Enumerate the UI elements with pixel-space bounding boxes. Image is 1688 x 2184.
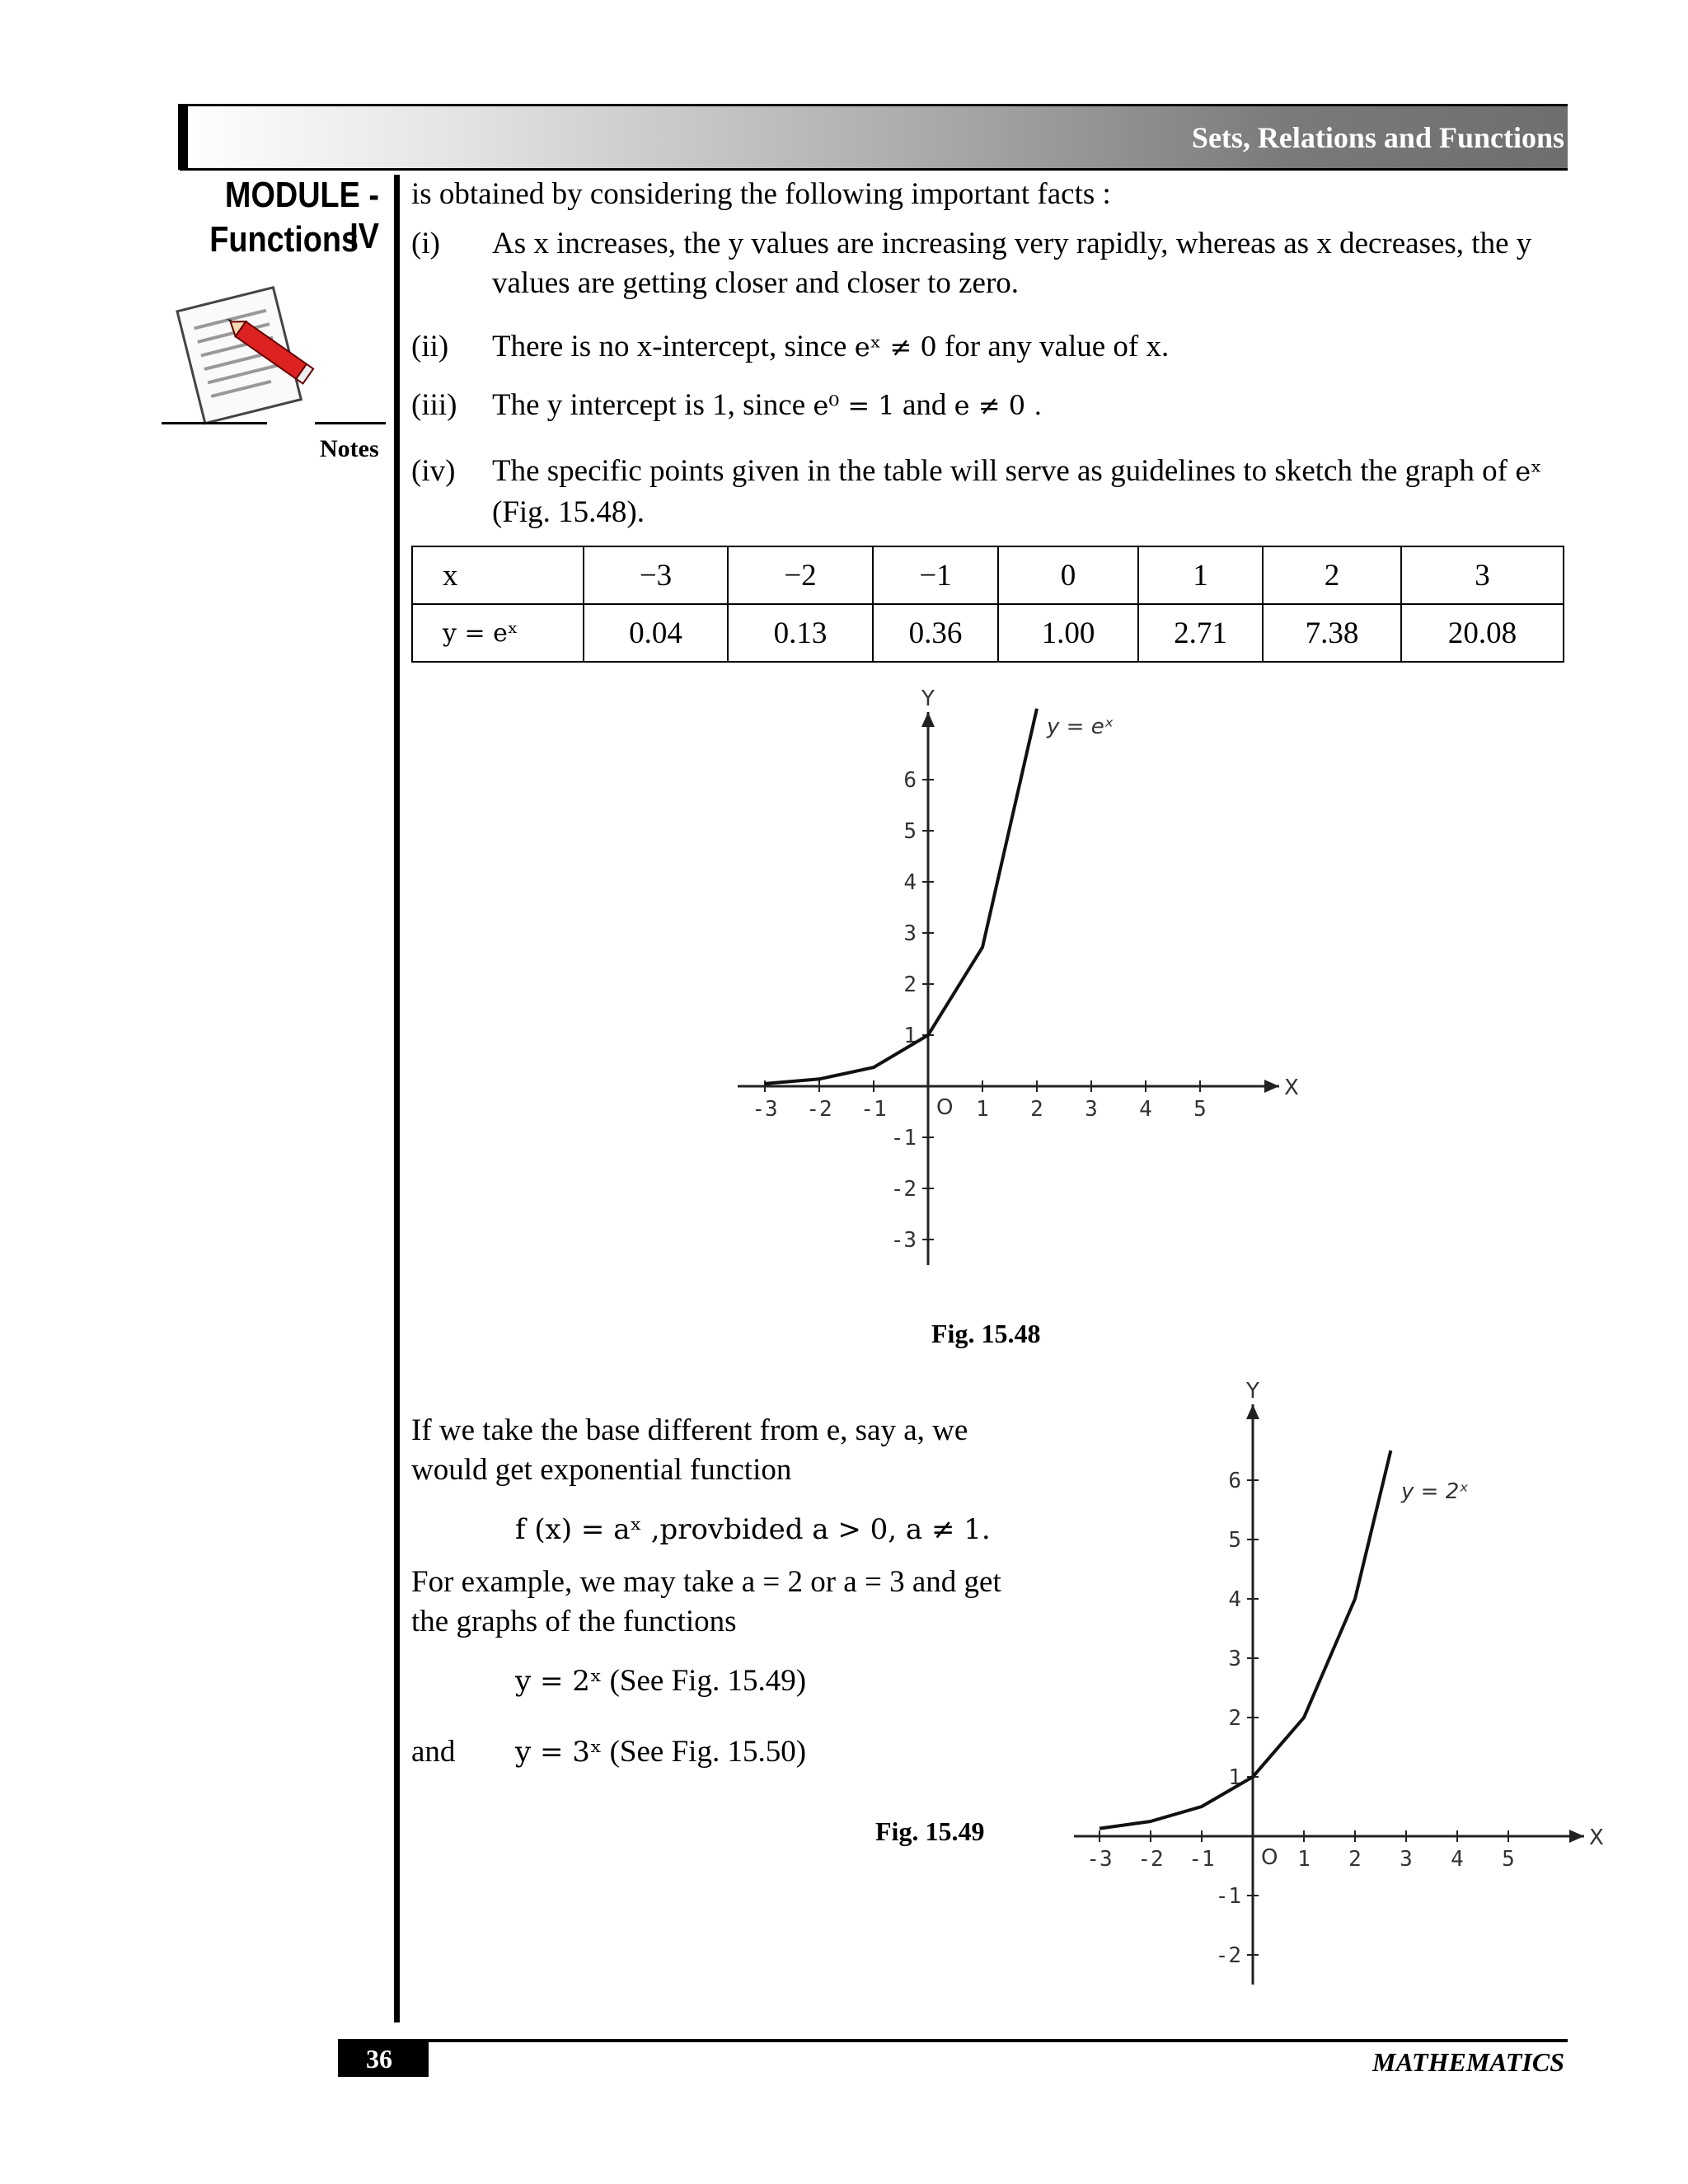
x-tick-label: 3 bbox=[1400, 1847, 1413, 1872]
footer-label: MATHEMATICS bbox=[1372, 2047, 1564, 2077]
notes-rule bbox=[315, 422, 386, 424]
fact-2-text: There is no x-intercept, since eˣ ≠ 0 for any value of x. bbox=[492, 330, 1170, 363]
x-axis-arrow bbox=[1264, 1080, 1279, 1093]
fact-4-line2: (Fig. 15.48). bbox=[492, 495, 645, 529]
x-tick-label: -1 bbox=[1189, 1847, 1215, 1872]
para2-line2: would get exponential function bbox=[411, 1453, 792, 1487]
y-tick-label: -2 bbox=[1215, 1943, 1241, 1968]
y-tick-label: 4 bbox=[903, 870, 917, 895]
y-axis-arrow bbox=[1246, 1404, 1259, 1419]
x-tick-label: 4 bbox=[1139, 1097, 1152, 1122]
y-tick-label: -1 bbox=[890, 1126, 917, 1151]
table-cell: 3 bbox=[1401, 546, 1564, 604]
header-title: Sets, Relations and Functions bbox=[1191, 121, 1564, 154]
curve-series bbox=[765, 709, 1037, 1084]
y-tick-label: -2 bbox=[890, 1177, 917, 1202]
table-cell: 7.38 bbox=[1263, 604, 1401, 662]
fact-2-num: (ii) bbox=[411, 330, 449, 363]
fact-4-math: eˣ bbox=[1515, 456, 1542, 487]
x-tick-label: 1 bbox=[976, 1097, 989, 1122]
table-cell: 2 bbox=[1263, 546, 1401, 604]
y-tick-label: 2 bbox=[903, 972, 917, 997]
x-tick-label: 3 bbox=[1085, 1097, 1098, 1122]
curve-label: y = 2ˣ bbox=[1401, 1479, 1469, 1504]
x-axis-name: X bbox=[1589, 1825, 1604, 1850]
fact-1-line1: As x increases, the y values are increasing very rapidly, whereas as x decreases, the y bbox=[492, 227, 1532, 260]
table-cell: 0 bbox=[998, 546, 1138, 604]
fig-caption-1549: Fig. 15.49 bbox=[875, 1816, 985, 1846]
x-tick-label: -2 bbox=[1137, 1847, 1164, 1872]
y-tick-label: -1 bbox=[1215, 1884, 1241, 1909]
y-tick-label: 2 bbox=[1228, 1706, 1241, 1731]
curve-series bbox=[1100, 1451, 1390, 1829]
y-tick-label: 5 bbox=[1228, 1528, 1241, 1553]
notes-rule bbox=[162, 422, 267, 424]
x-axis-arrow bbox=[1569, 1830, 1584, 1843]
module-title: MODULE - IV bbox=[224, 175, 379, 256]
x-tick-label: 2 bbox=[1030, 1097, 1043, 1122]
para2-line1: If we take the base different from e, say a, we bbox=[411, 1413, 968, 1447]
x-tick-label: 5 bbox=[1502, 1847, 1515, 1872]
table-row-x bbox=[412, 546, 1564, 604]
x-tick-label: -3 bbox=[1086, 1847, 1113, 1872]
y-tick-label: 5 bbox=[903, 819, 917, 844]
fact-3-num: (iii) bbox=[411, 388, 457, 422]
para2-line4: the graphs of the functions bbox=[411, 1605, 737, 1638]
intro-text: is obtained by considering the following important facts : bbox=[411, 177, 1111, 211]
table-row-y bbox=[412, 604, 1564, 662]
table-cell: 0.36 bbox=[873, 604, 998, 662]
y-tick-label: 3 bbox=[1228, 1647, 1241, 1671]
vertical-rule bbox=[394, 175, 400, 2022]
fact-1-line2: values are getting closer and closer to zero. bbox=[492, 266, 1020, 300]
page-number: 36 bbox=[366, 2044, 392, 2074]
footer-rule bbox=[338, 2039, 1568, 2042]
table-cell: 2.71 bbox=[1138, 604, 1263, 662]
y-tick-label: 4 bbox=[1228, 1587, 1241, 1612]
para2-eq1: y = 2ˣ (See Fig. 15.49) bbox=[515, 1664, 807, 1698]
y-axis-name: Y bbox=[1246, 1379, 1259, 1404]
fact-2-math: eˣ ≠ 0 bbox=[854, 331, 937, 363]
fact-3-math1: e⁰ = 1 bbox=[813, 390, 895, 421]
y-tick-label: 6 bbox=[1228, 1469, 1241, 1493]
x-tick-label: 4 bbox=[1451, 1847, 1464, 1872]
values-table bbox=[411, 546, 1564, 663]
y-tick-label: 3 bbox=[903, 921, 917, 946]
table-cell: −3 bbox=[584, 546, 728, 604]
y-tick-label: 1 bbox=[1228, 1765, 1241, 1790]
table-cell: −1 bbox=[873, 546, 998, 604]
table-cell: 0.13 bbox=[728, 604, 873, 662]
fig-caption-1548: Fig. 15.48 bbox=[931, 1319, 1041, 1348]
para2-eq2: y = 3ˣ (See Fig. 15.50) bbox=[515, 1735, 807, 1769]
fact-4-line1: The specific points given in the table will serve as guidelines to sketch the graph of eˣ bbox=[492, 454, 1542, 488]
notes-label: Notes bbox=[320, 435, 379, 462]
x-axis-name: X bbox=[1284, 1076, 1299, 1100]
y-tick-label: 1 bbox=[903, 1024, 917, 1048]
para2-and: and bbox=[411, 1735, 456, 1769]
x-tick-label: -3 bbox=[752, 1097, 778, 1122]
exp-e-chart bbox=[709, 668, 1299, 1294]
table-cell: −2 bbox=[728, 546, 873, 604]
module-subtitle: Functions bbox=[209, 219, 359, 260]
fact-1-num: (i) bbox=[411, 227, 440, 260]
header-top-rule bbox=[178, 104, 1568, 106]
x-tick-label: -2 bbox=[806, 1097, 832, 1122]
y-tick-label: 6 bbox=[903, 768, 917, 793]
table-cell: 1 bbox=[1138, 546, 1263, 604]
fact-4-num: (iv) bbox=[411, 454, 456, 488]
x-tick-label: 1 bbox=[1297, 1847, 1311, 1872]
y-tick-label: -3 bbox=[890, 1228, 917, 1253]
x-tick-label: 2 bbox=[1348, 1847, 1362, 1872]
fact-3-text: The y intercept is 1, since e⁰ = 1 and e ≠ 0 . bbox=[492, 388, 1043, 422]
x-tick-label: -1 bbox=[860, 1097, 887, 1122]
exp-2-chart bbox=[1055, 1379, 1604, 1994]
para2-formula: f (x) = aˣ ,provbided a > 0, a ≠ 1. bbox=[515, 1513, 991, 1546]
para2-line3: For example, we may take a = 2 or a = 3 and get bbox=[411, 1565, 1001, 1599]
header-left-rule bbox=[178, 104, 188, 170]
table-cell: x bbox=[412, 546, 584, 604]
y-axis-arrow bbox=[921, 712, 935, 727]
origin-label: O bbox=[936, 1095, 954, 1120]
table-cell: y = eˣ bbox=[412, 604, 584, 662]
x-tick-label: 5 bbox=[1193, 1097, 1207, 1122]
fact-3-math2: e ≠ 0 . bbox=[954, 390, 1043, 421]
curve-label: y = eˣ bbox=[1047, 715, 1114, 739]
table-cell: 1.00 bbox=[998, 604, 1138, 662]
y-axis-name: Y bbox=[921, 687, 935, 711]
notes-pencil-icon bbox=[165, 280, 321, 429]
origin-label: O bbox=[1261, 1845, 1278, 1870]
table-cell: 0.04 bbox=[584, 604, 728, 662]
table-cell: 20.08 bbox=[1401, 604, 1564, 662]
